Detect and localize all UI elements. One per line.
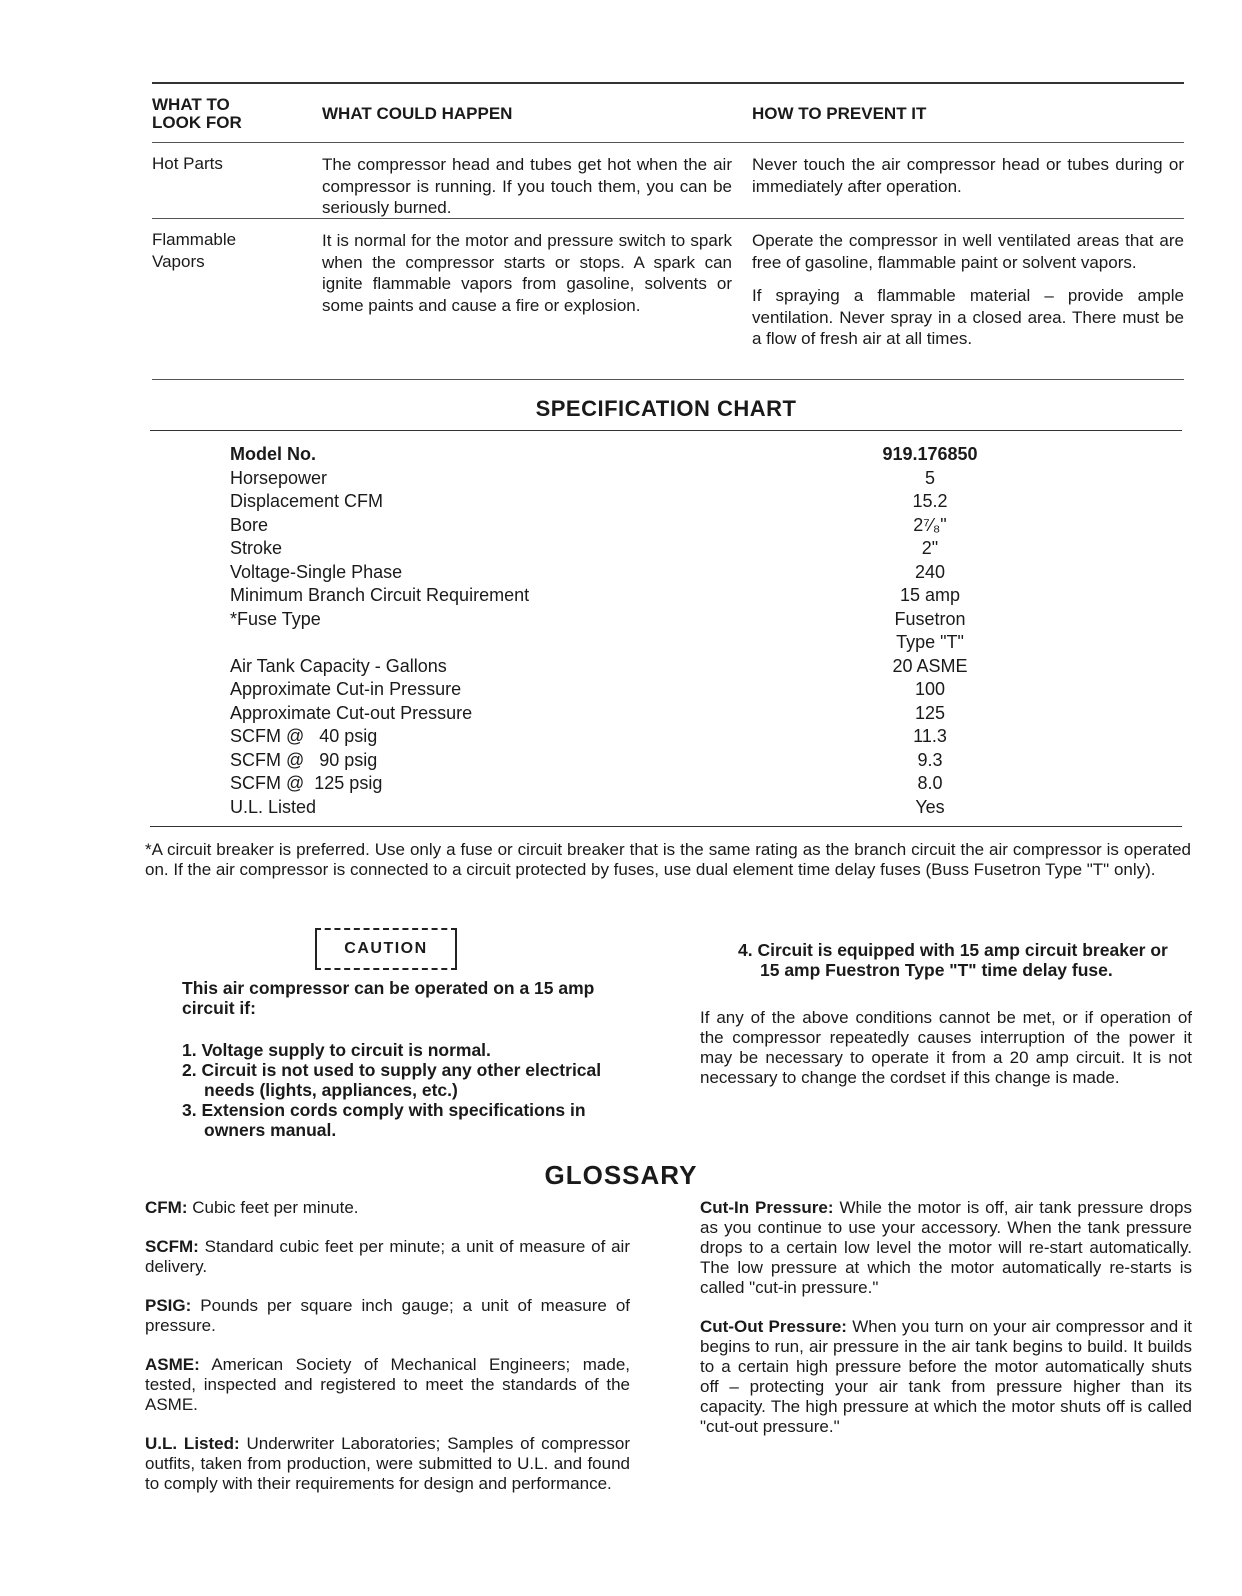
glossary-entry — [145, 1355, 630, 1415]
spec-bottom-rule — [150, 826, 1182, 827]
spec-value-line2: Type "T" — [896, 632, 964, 652]
caution-continued — [700, 940, 1192, 1088]
spec-value: 240 — [914, 561, 946, 582]
glossary-term: SCFM: — [145, 1237, 199, 1256]
spec-row — [230, 655, 1050, 679]
spec-label: Displacement CFM — [230, 491, 384, 511]
spec-row — [230, 537, 1050, 561]
glossary-entry — [145, 1434, 630, 1494]
spec-value: 15.2 — [912, 491, 948, 511]
spec-label: Approximate Cut-out Pressure — [230, 702, 473, 723]
spec-value: 919.176850 — [882, 444, 978, 464]
list-item: 3. Extension cords comply with specifications in owners manual. — [182, 1100, 586, 1140]
glossary-definition: Cubic feet per minute. — [187, 1198, 359, 1217]
spec-label: Minimum Branch Circuit Requirement — [230, 585, 530, 605]
spec-header-row — [230, 443, 1050, 467]
glossary-definition: American Society of Mechanical Engineers; made, tested, inspected and registered to meet the standards of the ASME. — [145, 1355, 630, 1414]
prevention-cell — [752, 230, 1184, 362]
glossary-entry — [145, 1198, 630, 1218]
spec-value: 100 — [914, 679, 946, 699]
spec-label: SCFM @ 125 psig — [230, 773, 383, 793]
spec-value: 9.3 — [917, 749, 943, 770]
spec-top-rule — [150, 430, 1182, 431]
caution-list — [182, 1040, 602, 1140]
spec-value: Yes — [915, 796, 945, 817]
list-item: 2. Circuit is not used to supply any other electrical needs (lights, appliances, etc.) — [182, 1060, 602, 1100]
spec-value: 2" — [921, 538, 939, 558]
spec-label: U.L. Listed — [230, 796, 317, 817]
spec-row — [230, 490, 1050, 514]
what-happens-cell: The compressor head and tubes get hot when the air compressor is running. If you touch them, you can be seriously burned. — [322, 155, 732, 217]
spec-value: 125 — [914, 702, 946, 723]
spec-row — [230, 678, 1050, 702]
header-what-could-happen: WHAT COULD HAPPEN — [322, 104, 513, 123]
spec-chart-title: SPECIFICATION CHART — [535, 396, 797, 421]
hazard-cell: Flammable Vapors — [152, 230, 237, 271]
spec-value: 8.0 — [917, 773, 943, 793]
spec-row — [230, 702, 1050, 726]
spec-table — [230, 443, 1050, 819]
glossary-definition: Standard cubic feet per minute; a unit of measure of air delivery. — [145, 1237, 630, 1276]
spec-label: Voltage-Single Phase — [230, 561, 403, 582]
table-row — [152, 219, 1184, 380]
spec-row — [230, 725, 1050, 749]
fuse-footnote: *A circuit breaker is preferred. Use only a fuse or circuit breaker that is the same rating as the branch circuit the air compressor is operated on. If the air compressor is connected to a circuit protected by fuses, use dual element time delay fuses (Buss Fusetron Type "T" only). — [145, 840, 1191, 879]
spec-row — [230, 608, 1050, 655]
glossary-left-column — [145, 1198, 630, 1513]
spec-row — [230, 561, 1050, 585]
spec-label: Air Tank Capacity - Gallons — [230, 655, 447, 676]
prevention-text: Never touch the air compressor head or tubes during or immediately after operation. — [752, 155, 1184, 196]
spec-label: Bore — [230, 514, 269, 535]
spec-row — [230, 467, 1050, 491]
spec-label: Stroke — [230, 538, 283, 558]
spec-value: 2⁷⁄₈" — [913, 514, 947, 535]
what-happens-cell: It is normal for the motor and pressure switch to spark when the compressor starts or stops. A spark can ignite flammable vapors from gasoline, solvents or some paints and cause a fire or explosion. — [322, 231, 732, 315]
header-what-to-look-for: WHAT TO LOOK FOR — [152, 95, 242, 132]
caution-note: If any of the above conditions cannot be met, or if operation of the compressor repeatedly causes interruption of the power it may be necessary to operate it from a 20 amp circuit. It is not necessary to change the cordset if this change is made. — [700, 1008, 1192, 1087]
glossary-title: GLOSSARY — [544, 1160, 698, 1190]
prevention-text: If spraying a flammable material – provide ample ventilation. Never spray in a closed area. There must be a flow of fresh air at all times. — [752, 286, 1184, 348]
spec-row — [230, 749, 1050, 773]
list-item: 4. Circuit is equipped with 15 amp circuit breaker or 15 amp Fuestron Type "T" time delay fuse. — [738, 940, 1168, 980]
prevention-text: Operate the compressor in well ventilated areas that are free of gasoline, flammable paint or solvent vapors. — [752, 231, 1184, 272]
glossary-term: CFM: — [145, 1198, 188, 1217]
glossary-entry — [700, 1198, 1192, 1298]
spec-value-group — [810, 608, 1050, 655]
caution-intro: This air compressor can be operated on a 15 amp circuit if: — [182, 978, 595, 1018]
glossary-right-column — [700, 1198, 1192, 1456]
spec-label: Model No. — [230, 444, 316, 464]
spec-row — [230, 514, 1050, 538]
list-item: 1. Voltage supply to circuit is normal. — [182, 1040, 491, 1060]
prevention-cell — [752, 154, 1184, 209]
glossary-term: U.L. Listed: — [145, 1434, 240, 1453]
caution-label: CAUTION — [315, 928, 457, 970]
glossary-term: Cut-Out Pressure: — [700, 1317, 847, 1336]
table-row — [152, 143, 1184, 219]
caution-conditions — [182, 978, 602, 1140]
spec-value: 5 — [924, 467, 935, 488]
glossary-definition: When you turn on your air compressor and it begins to run, air pressure in the air tank begins to build. It builds to a certain high pressure before the motor automatically shuts off – protecting your air tank from pressure higher than its capacity. The high pressure at which the motor shuts off is called "cut-out pressure." — [700, 1317, 1192, 1436]
header-how-to-prevent: HOW TO PREVENT IT — [752, 104, 927, 123]
glossary-definition: Underwriter Laboratories; Samples of compressor outfits, taken from production, were submitted to U.L. and found to comply with their requirements for design and performance. — [145, 1434, 630, 1493]
safety-table — [152, 82, 1184, 380]
glossary-definition: Pounds per square inch gauge; a unit of measure of pressure. — [145, 1296, 630, 1335]
spec-value: 20 ASME — [892, 655, 968, 676]
glossary-term: Cut-In Pressure: — [700, 1198, 834, 1217]
spec-label: SCFM @ 90 psig — [230, 749, 378, 770]
spec-row — [230, 584, 1050, 608]
table-header — [152, 84, 1184, 143]
spec-row — [230, 796, 1050, 820]
spec-label: SCFM @ 40 psig — [230, 726, 378, 746]
spec-value: 15 amp — [899, 585, 961, 605]
glossary-entry — [700, 1317, 1192, 1437]
spec-row — [230, 772, 1050, 796]
spec-value: Fusetron — [894, 608, 966, 629]
glossary-definition: While the motor is off, air tank pressure drops as you continue to use your accessory. When the tank pressure drops to a certain low level the motor will re-start automatically. The low pressure at which the motor automatically re-starts is called "cut-in pressure." — [700, 1198, 1192, 1297]
glossary-entry — [145, 1237, 630, 1277]
glossary-entry — [145, 1296, 630, 1336]
glossary-term: ASME: — [145, 1355, 200, 1374]
glossary-term: PSIG: — [145, 1296, 192, 1315]
spec-label: Approximate Cut-in Pressure — [230, 679, 462, 699]
spec-value: 11.3 — [913, 726, 947, 746]
hazard-cell: Hot Parts — [152, 154, 223, 173]
spec-label: Horsepower — [230, 467, 328, 488]
spec-label: *Fuse Type — [230, 608, 321, 629]
